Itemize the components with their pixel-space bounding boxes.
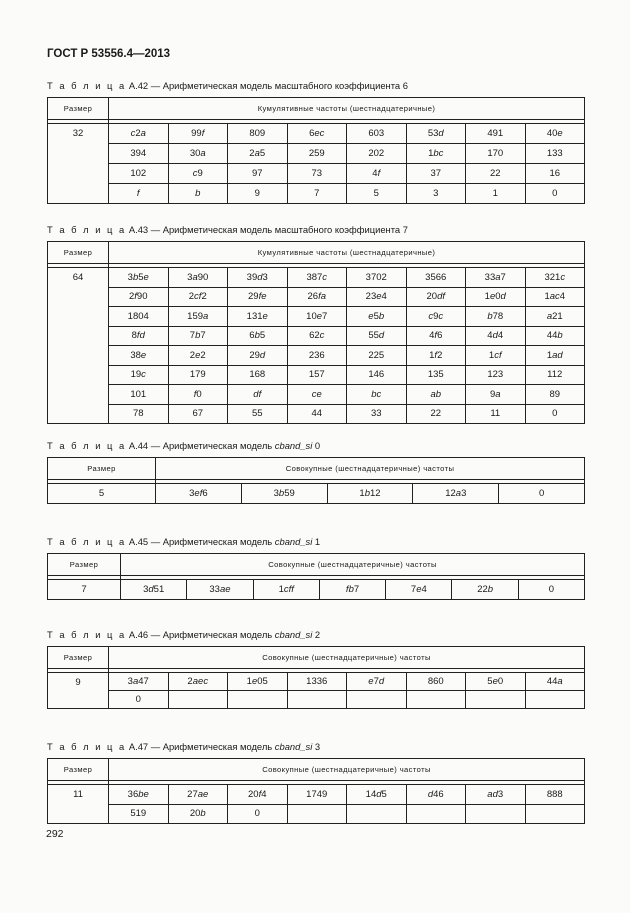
size-cell: 32: [48, 124, 109, 204]
freq-cell: 67: [168, 404, 228, 424]
table-row: [48, 580, 585, 600]
freq-cell: 0: [499, 484, 585, 504]
table-row: [48, 307, 585, 327]
freq-cell: [466, 804, 526, 824]
freq-cell: 170: [466, 144, 526, 164]
freq-header: Совокупные (шестнадцатеричные) частоты: [109, 647, 585, 669]
size-header: Размер: [48, 458, 156, 480]
freq-cell: 62c: [287, 326, 347, 346]
freq-cell: fb7: [319, 580, 385, 600]
table-a45: [47, 553, 585, 600]
freq-cell: 2a5: [228, 144, 288, 164]
table-a42-caption: Т а б л и ц а A.42 — Арифметическая модель масштабного коэффициента 6: [47, 80, 408, 91]
freq-cell: 22b: [452, 580, 518, 600]
table-row: [48, 144, 585, 164]
table-row: [48, 385, 585, 405]
freq-cell: 321c: [525, 268, 585, 288]
freq-header: Кумулятивные частоты (шестнадцатеричные): [109, 98, 585, 120]
freq-cell: 179: [168, 365, 228, 385]
size-header: Размер: [48, 759, 109, 781]
freq-cell: df: [228, 385, 288, 405]
freq-cell: 20b: [168, 804, 228, 824]
table-row: [48, 184, 585, 204]
freq-cell: 888: [525, 785, 585, 805]
freq-cell: 1cff: [253, 580, 319, 600]
freq-cell: 7e4: [386, 580, 452, 600]
freq-cell: [168, 691, 228, 709]
freq-cell: 133: [525, 144, 585, 164]
freq-cell: 3a47: [109, 673, 169, 691]
freq-cell: 89: [525, 385, 585, 405]
table-a46-caption: Т а б л и ц а A.46 — Арифметическая модель cband_si 2: [47, 629, 321, 640]
table-a42: [47, 97, 585, 204]
table-row: [48, 785, 585, 805]
freq-cell: 44a: [525, 673, 585, 691]
size-cell: 5: [48, 484, 156, 504]
freq-cell: 33ae: [187, 580, 253, 600]
freq-cell: ce: [287, 385, 347, 405]
table-row: [48, 326, 585, 346]
size-header: Размер: [48, 242, 109, 264]
freq-cell: 146: [347, 365, 407, 385]
freq-cell: 1bc: [406, 144, 466, 164]
freq-cell: ab: [406, 385, 466, 405]
freq-cell: 102: [109, 164, 169, 184]
freq-cell: 22: [466, 164, 526, 184]
freq-cell: 4f6: [406, 326, 466, 346]
size-cell: 9: [48, 673, 109, 709]
table-a47: [47, 758, 585, 824]
freq-cell: 3d51: [121, 580, 187, 600]
freq-cell: c2a: [109, 124, 169, 144]
freq-cell: 123: [466, 365, 526, 385]
freq-cell: [347, 691, 407, 709]
freq-cell: 11: [466, 404, 526, 424]
freq-cell: 131e: [228, 307, 288, 327]
size-header: Размер: [48, 554, 121, 576]
freq-cell: 2f90: [109, 287, 169, 307]
freq-cell: 39d3: [228, 268, 288, 288]
freq-cell: 159a: [168, 307, 228, 327]
freq-cell: [525, 691, 585, 709]
table-row: [48, 804, 585, 824]
size-cell: 11: [48, 785, 109, 824]
freq-cell: 491: [466, 124, 526, 144]
freq-cell: 3a90: [168, 268, 228, 288]
freq-cell: 40e: [525, 124, 585, 144]
freq-cell: 4d4: [466, 326, 526, 346]
freq-cell: 1749: [287, 785, 347, 805]
freq-cell: 55: [228, 404, 288, 424]
freq-cell: 9: [228, 184, 288, 204]
freq-cell: [406, 804, 466, 824]
freq-cell: 603: [347, 124, 407, 144]
table-row: [48, 691, 585, 709]
freq-cell: 12a3: [413, 484, 499, 504]
freq-cell: 387c: [287, 268, 347, 288]
freq-cell: 78: [109, 404, 169, 424]
freq-cell: e7d: [347, 673, 407, 691]
freq-cell: 1336: [287, 673, 347, 691]
table-a43-caption: Т а б л и ц а A.43 — Арифметическая модель масштабного коэффициента 7: [47, 224, 408, 235]
freq-cell: 1f2: [406, 346, 466, 366]
table-a45-caption: Т а б л и ц а A.45 — Арифметическая модель cband_si 1: [47, 536, 321, 547]
freq-cell: ad3: [466, 785, 526, 805]
freq-cell: 5: [347, 184, 407, 204]
freq-cell: 19c: [109, 365, 169, 385]
freq-cell: 1ac4: [525, 287, 585, 307]
freq-cell: 7b7: [168, 326, 228, 346]
table-row: [48, 673, 585, 691]
freq-cell: 44: [287, 404, 347, 424]
freq-cell: a21: [525, 307, 585, 327]
freq-cell: 3702: [347, 268, 407, 288]
freq-cell: 6ec: [287, 124, 347, 144]
freq-cell: f: [109, 184, 169, 204]
freq-cell: 36be: [109, 785, 169, 805]
freq-cell: 73: [287, 164, 347, 184]
freq-cell: d46: [406, 785, 466, 805]
freq-cell: 0: [228, 804, 288, 824]
freq-cell: 225: [347, 346, 407, 366]
size-header: Размер: [48, 647, 109, 669]
table-row: [48, 404, 585, 424]
freq-cell: 2aec: [168, 673, 228, 691]
freq-cell: 236: [287, 346, 347, 366]
freq-cell: 135: [406, 365, 466, 385]
freq-cell: 23e4: [347, 287, 407, 307]
freq-cell: [466, 691, 526, 709]
freq-cell: 394: [109, 144, 169, 164]
freq-cell: 20f4: [228, 785, 288, 805]
freq-cell: 33: [347, 404, 407, 424]
freq-cell: 1e0d: [466, 287, 526, 307]
freq-cell: 519: [109, 804, 169, 824]
freq-cell: 37: [406, 164, 466, 184]
freq-header: Совокупные (шестнадцатеричные) частоты: [156, 458, 585, 480]
freq-cell: 29fe: [228, 287, 288, 307]
freq-cell: 3566: [406, 268, 466, 288]
freq-cell: 1ad: [525, 346, 585, 366]
freq-cell: [525, 804, 585, 824]
freq-cell: 157: [287, 365, 347, 385]
freq-header: Кумулятивные частоты (шестнадцатеричные): [109, 242, 585, 264]
freq-header: Совокупные (шестнадцатеричные) частоты: [109, 759, 585, 781]
freq-cell: 97: [228, 164, 288, 184]
freq-cell: 3: [406, 184, 466, 204]
table-row: [48, 124, 585, 144]
freq-cell: 99f: [168, 124, 228, 144]
freq-cell: 10e7: [287, 307, 347, 327]
freq-cell: 4f: [347, 164, 407, 184]
freq-cell: 8fd: [109, 326, 169, 346]
freq-cell: 6b5: [228, 326, 288, 346]
freq-cell: 259: [287, 144, 347, 164]
freq-cell: 5e0: [466, 673, 526, 691]
freq-cell: 55d: [347, 326, 407, 346]
freq-cell: 7: [287, 184, 347, 204]
table-a43: [47, 241, 585, 424]
table-row: [48, 164, 585, 184]
table-a44: [47, 457, 585, 504]
table-row: [48, 484, 585, 504]
freq-cell: 1b12: [327, 484, 413, 504]
freq-cell: 44b: [525, 326, 585, 346]
freq-cell: 0: [525, 184, 585, 204]
freq-cell: [347, 804, 407, 824]
freq-cell: 29d: [228, 346, 288, 366]
freq-cell: 168: [228, 365, 288, 385]
table-row: [48, 346, 585, 366]
freq-cell: 9a: [466, 385, 526, 405]
freq-cell: [287, 691, 347, 709]
table-row: [48, 268, 585, 288]
freq-cell: 27ae: [168, 785, 228, 805]
freq-cell: 0: [518, 580, 584, 600]
table-row: [48, 365, 585, 385]
table-row: [48, 287, 585, 307]
freq-cell: 2cf2: [168, 287, 228, 307]
size-cell: 64: [48, 268, 109, 424]
freq-cell: 20df: [406, 287, 466, 307]
freq-cell: 26fa: [287, 287, 347, 307]
freq-cell: 30a: [168, 144, 228, 164]
freq-cell: 14d5: [347, 785, 407, 805]
freq-header: Совокупные (шестнадцатеричные) частоты: [121, 554, 585, 576]
freq-cell: bc: [347, 385, 407, 405]
freq-cell: 1e05: [228, 673, 288, 691]
freq-cell: 53d: [406, 124, 466, 144]
freq-cell: 0: [525, 404, 585, 424]
freq-cell: 33a7: [466, 268, 526, 288]
freq-cell: c9: [168, 164, 228, 184]
freq-cell: 809: [228, 124, 288, 144]
freq-cell: 1804: [109, 307, 169, 327]
freq-cell: 22: [406, 404, 466, 424]
table-a44-caption: Т а б л и ц а A.44 — Арифметическая модель cband_si 0: [47, 440, 321, 451]
freq-cell: 3ef6: [156, 484, 242, 504]
freq-cell: 112: [525, 365, 585, 385]
freq-cell: 3b59: [241, 484, 327, 504]
freq-cell: f0: [168, 385, 228, 405]
document-header: ГОСТ Р 53556.4—2013: [47, 48, 171, 60]
table-a47-caption: Т а б л и ц а A.47 — Арифметическая модель cband_si 3: [47, 741, 321, 752]
freq-cell: 16: [525, 164, 585, 184]
freq-cell: b: [168, 184, 228, 204]
freq-cell: 0: [109, 691, 169, 709]
freq-cell: [287, 804, 347, 824]
table-a46: [47, 646, 585, 709]
freq-cell: 1cf: [466, 346, 526, 366]
freq-cell: 101: [109, 385, 169, 405]
page-number: 292: [46, 828, 64, 840]
freq-cell: 860: [406, 673, 466, 691]
freq-cell: 1: [466, 184, 526, 204]
freq-cell: 38e: [109, 346, 169, 366]
freq-cell: [228, 691, 288, 709]
size-cell: 7: [48, 580, 121, 600]
freq-cell: 2e2: [168, 346, 228, 366]
freq-cell: 3b5e: [109, 268, 169, 288]
freq-cell: e5b: [347, 307, 407, 327]
size-header: Размер: [48, 98, 109, 120]
freq-cell: b78: [466, 307, 526, 327]
freq-cell: c9c: [406, 307, 466, 327]
freq-cell: [406, 691, 466, 709]
freq-cell: 202: [347, 144, 407, 164]
